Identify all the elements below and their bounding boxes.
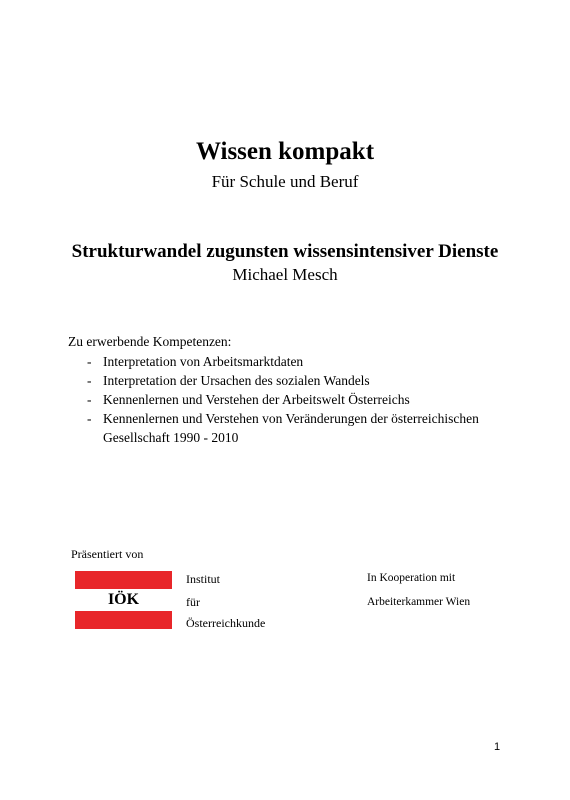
- list-item-text: Kennenlernen und Verstehen von Veränderungen der österreichischen Gesellschaft 1990 - 2010: [103, 411, 479, 445]
- presented-by-label: Präsentiert von: [71, 547, 144, 561]
- logo-text: IÖK: [107, 591, 140, 608]
- logo-red-bar-top: [75, 571, 172, 589]
- bullet-dash: -: [87, 354, 92, 369]
- institute-line-2: für: [186, 595, 200, 609]
- subtitle: Für Schule und Beruf: [211, 172, 359, 191]
- main-title: Wissen kompakt: [195, 138, 375, 165]
- list-item: [87, 409, 527, 447]
- bullet-dash: -: [87, 373, 92, 388]
- iok-logo: [75, 571, 172, 629]
- author-name: Michael Mesch: [232, 265, 338, 284]
- competencies-list: [87, 352, 527, 447]
- bullet-dash: -: [87, 411, 92, 426]
- institute-line-1: Institut: [186, 572, 221, 586]
- logo-red-bar-bottom: [75, 611, 172, 629]
- list-item-text: Kennenlernen und Verstehen der Arbeitswelt Österreichs: [103, 392, 410, 407]
- list-item: [87, 371, 527, 390]
- competencies-heading: Zu erwerbende Kompetenzen:: [68, 334, 232, 349]
- document-title: Strukturwandel zugunsten wissensintensiver Dienste: [71, 241, 499, 262]
- page-number: 1: [494, 741, 501, 753]
- list-item: [87, 352, 527, 371]
- cooperation-partner: Arbeiterkammer Wien: [367, 596, 471, 608]
- list-item-text: Interpretation von Arbeitsmarktdaten: [103, 354, 304, 369]
- list-item: [87, 390, 527, 409]
- institute-line-3: Österreichkunde: [186, 616, 266, 630]
- cooperation-label: In Kooperation mit: [367, 572, 456, 584]
- bullet-dash: -: [87, 392, 92, 407]
- list-item-text: Interpretation der Ursachen des sozialen Wandels: [103, 373, 370, 388]
